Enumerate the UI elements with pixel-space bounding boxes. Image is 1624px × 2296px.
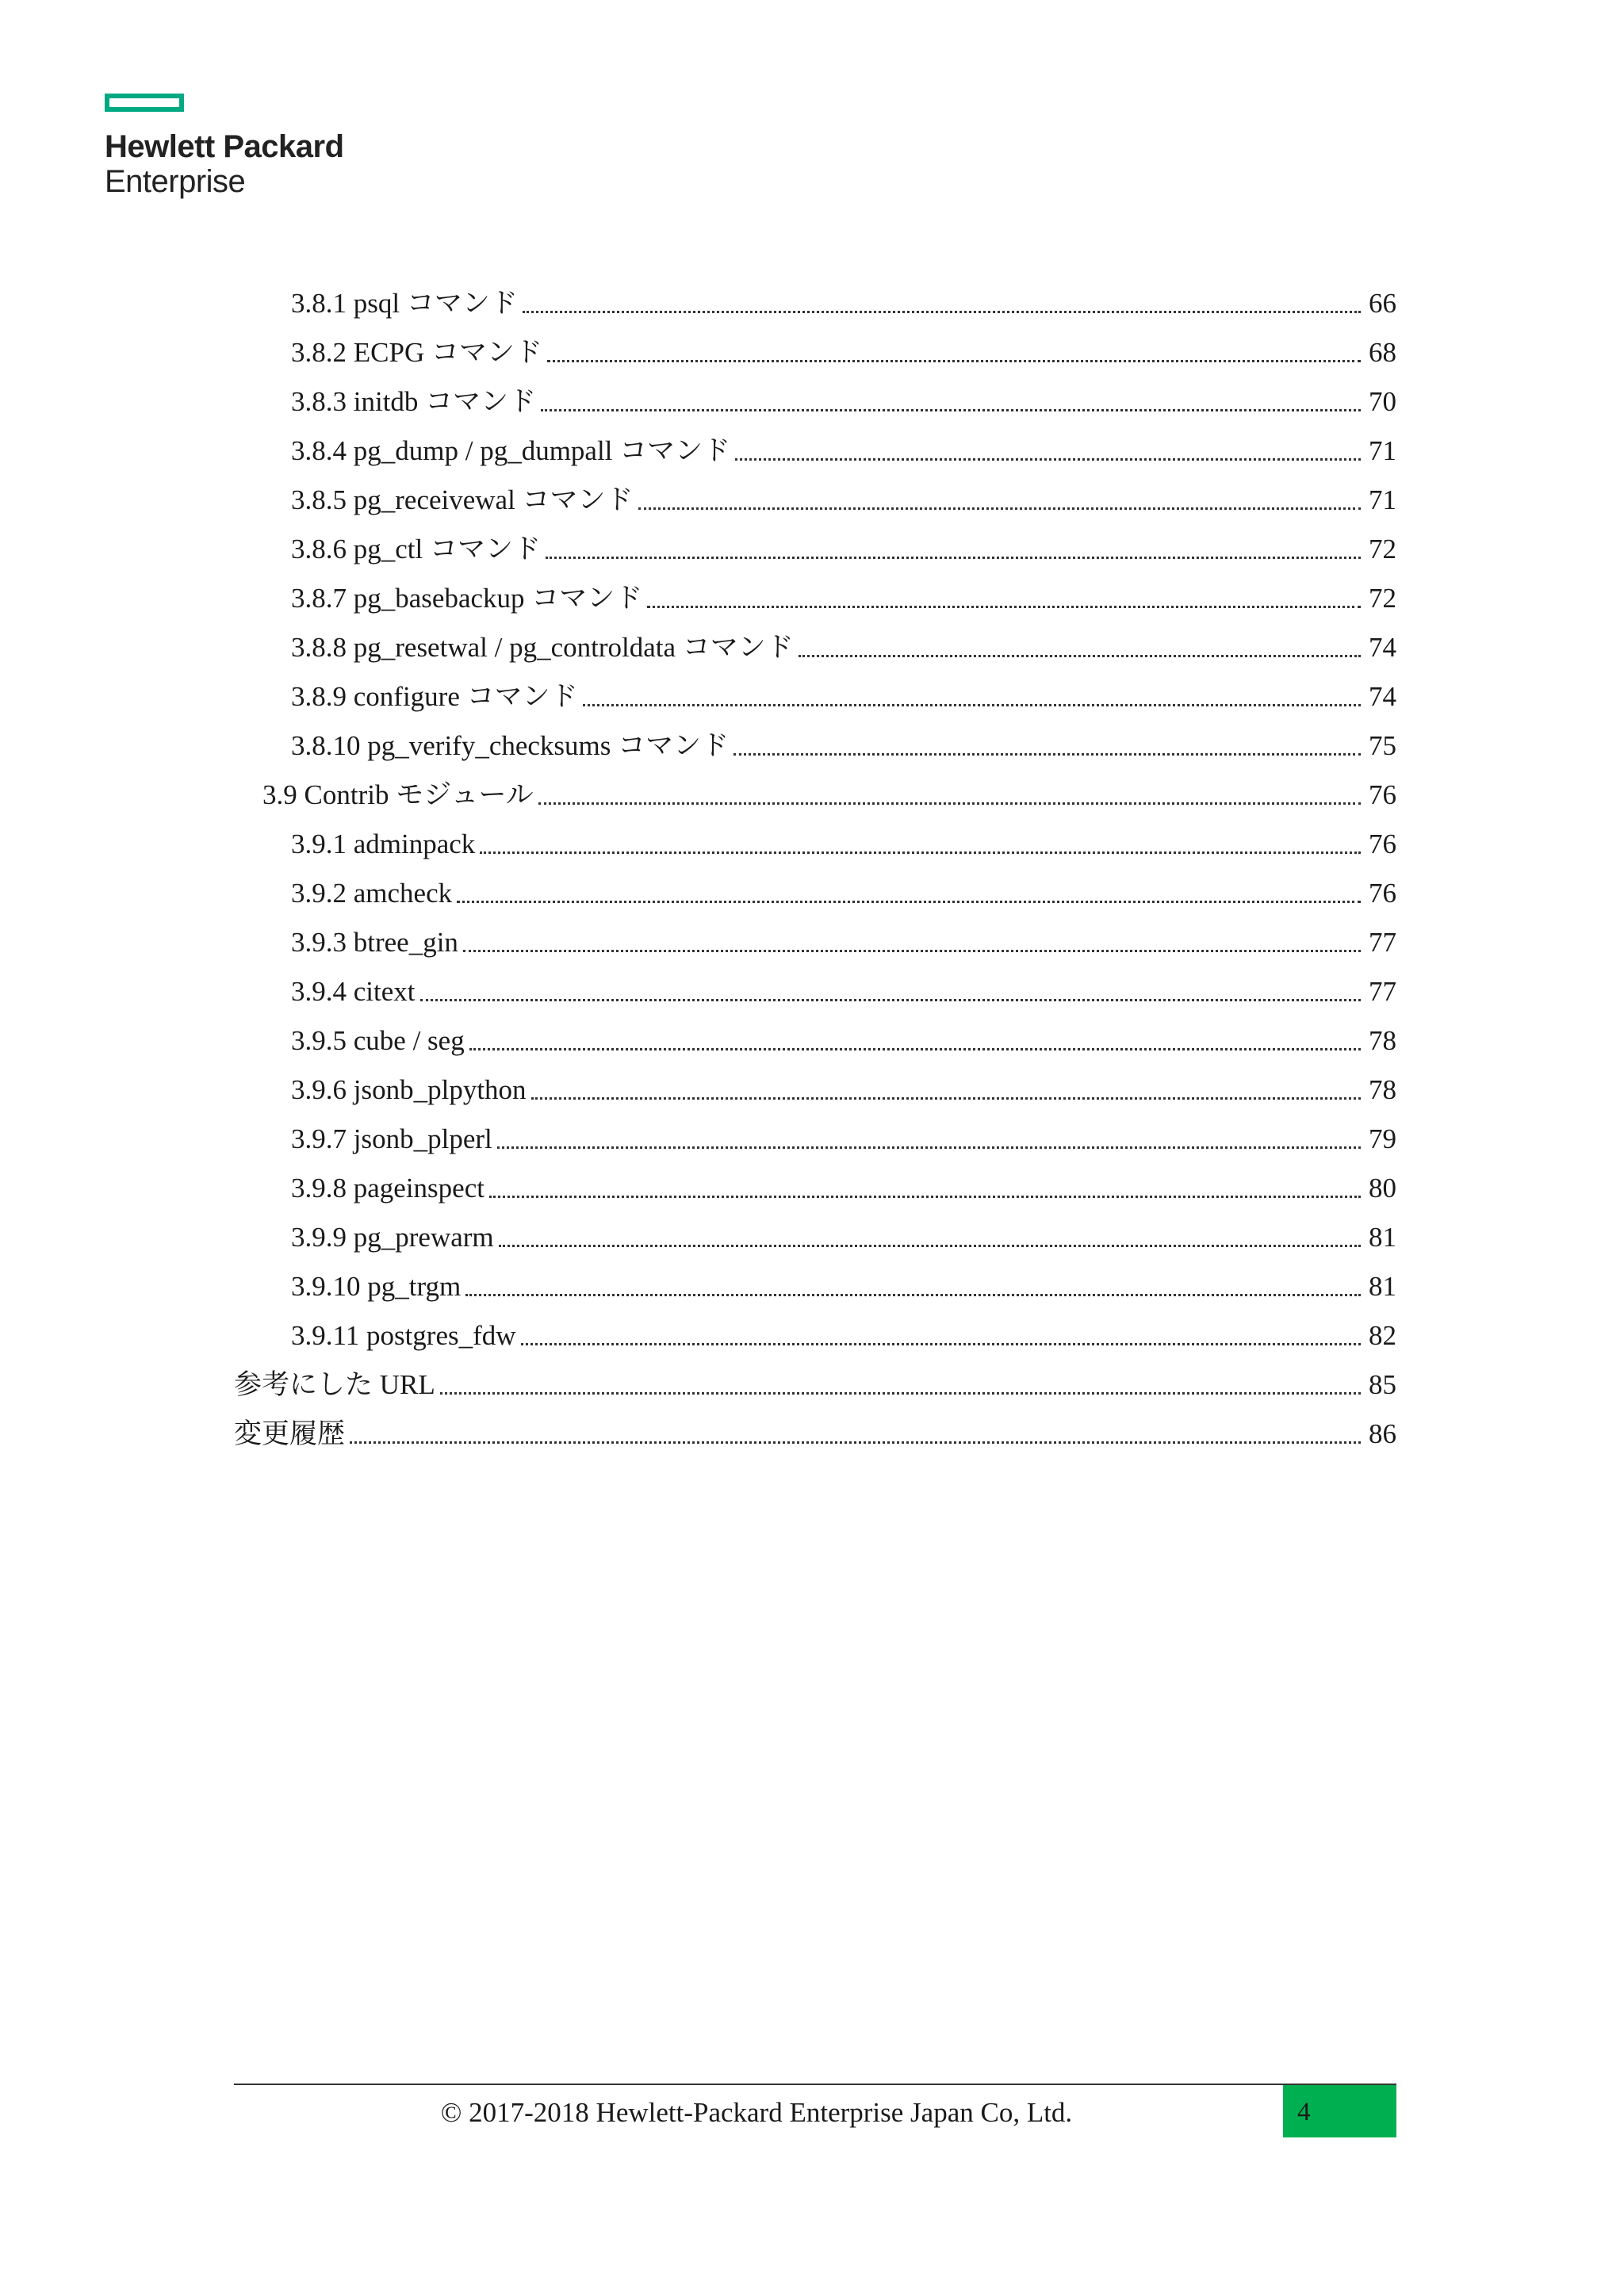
toc-leader-dots — [463, 950, 1361, 952]
toc-leader-dots — [638, 507, 1361, 510]
toc-leader-dots — [489, 1196, 1361, 1198]
toc-leader-dots — [480, 851, 1361, 854]
toc-entry-page: 70 — [1369, 386, 1396, 417]
toc-entry-title: 3.9.2 amcheck — [291, 878, 453, 909]
toc-entry[interactable] — [291, 476, 1396, 525]
toc-entry[interactable] — [291, 1016, 1396, 1066]
toc-leader-dots — [457, 901, 1361, 903]
toc-leader-dots — [735, 458, 1361, 461]
toc-entry-title: 3.8.7 pg_basebackup コマンド — [291, 583, 643, 614]
toc-entry-title: 3.8.10 pg_verify_checksums コマンド — [291, 730, 730, 761]
toc-entry-title: 参考にした URL — [234, 1369, 435, 1400]
toc-entry-page: 81 — [1369, 1222, 1396, 1253]
toc-entry[interactable] — [291, 525, 1396, 574]
toc-entry[interactable] — [291, 820, 1396, 869]
toc-entry-page: 71 — [1369, 435, 1396, 466]
toc-entry-title: 3.8.1 psql コマンド — [291, 288, 518, 319]
toc-entry[interactable] — [234, 1360, 1396, 1410]
footer-divider — [234, 2084, 1396, 2085]
toc-entry[interactable] — [291, 1115, 1396, 1164]
toc-entry[interactable] — [291, 623, 1396, 672]
toc-entry-title: 3.8.8 pg_resetwal / pg_controldata コマンド — [291, 632, 794, 663]
toc-entry[interactable] — [291, 869, 1396, 918]
toc-entry[interactable] — [291, 279, 1396, 328]
toc-entry-title: 3.8.9 configure コマンド — [291, 681, 578, 712]
toc-entry[interactable] — [291, 918, 1396, 967]
toc-leader-dots — [521, 1343, 1361, 1345]
toc-entry-page: 76 — [1369, 828, 1396, 859]
toc-entry-title: 3.8.4 pg_dump / pg_dumpall コマンド — [291, 435, 731, 466]
toc-entry-page: 77 — [1369, 927, 1396, 958]
toc-leader-dots — [583, 704, 1361, 706]
toc-leader-dots — [647, 606, 1361, 608]
toc-entry-title: 3.9.7 jsonb_plperl — [291, 1123, 492, 1154]
toc-leader-dots — [465, 1294, 1361, 1296]
toc-leader-dots — [420, 999, 1362, 1001]
toc-entry-page: 76 — [1369, 779, 1396, 810]
toc-entry-title: 3.9.5 cube / seg — [291, 1025, 465, 1056]
toc-entry-title: 3.8.3 initdb コマンド — [291, 386, 537, 417]
toc-leader-dots — [547, 360, 1361, 362]
toc-entry-page: 75 — [1369, 730, 1396, 761]
toc-entry-page: 76 — [1369, 878, 1396, 909]
toc-entry-title: 3.9 Contrib モジュール — [262, 779, 534, 810]
company-logo — [105, 94, 374, 199]
toc-entry-title: 3.9.9 pg_prewarm — [291, 1222, 494, 1253]
logo-text-line1: Hewlett Packard — [105, 129, 344, 164]
toc-entry[interactable] — [291, 427, 1396, 476]
toc-entry[interactable] — [291, 721, 1396, 771]
toc-entry-title: 3.9.6 jsonb_plpython — [291, 1074, 527, 1105]
toc-entry-page: 77 — [1369, 976, 1396, 1007]
toc-leader-dots — [440, 1392, 1361, 1395]
toc-entry-page: 78 — [1369, 1074, 1396, 1105]
toc-entry-title: 3.9.1 adminpack — [291, 828, 476, 859]
toc-entry-page: 81 — [1369, 1271, 1396, 1302]
toc-entry-page: 66 — [1369, 288, 1396, 319]
toc-leader-dots — [541, 409, 1361, 411]
toc-entry-title: 3.9.11 postgres_fdw — [291, 1320, 516, 1351]
toc-leader-dots — [546, 557, 1361, 559]
page-number-badge — [1283, 2085, 1396, 2137]
toc-entry-page: 68 — [1369, 337, 1396, 368]
toc-leader-dots — [799, 655, 1361, 657]
toc-entry-page: 79 — [1369, 1123, 1396, 1154]
toc-entry-page: 82 — [1369, 1320, 1396, 1351]
toc-entry-page: 74 — [1369, 681, 1396, 712]
toc-entry-page: 72 — [1369, 583, 1396, 614]
toc-entry[interactable] — [291, 328, 1396, 377]
toc-entry-title: 3.8.6 pg_ctl コマンド — [291, 534, 541, 564]
toc-entry-page: 85 — [1369, 1369, 1396, 1400]
toc-entry[interactable] — [262, 771, 1396, 820]
toc-entry[interactable] — [291, 1311, 1396, 1360]
logo-text-line2: Enterprise — [105, 164, 246, 199]
toc-entry-page: 74 — [1369, 632, 1396, 663]
toc-entry[interactable] — [291, 574, 1396, 623]
toc-leader-dots — [497, 1146, 1361, 1149]
toc-entry-page: 72 — [1369, 534, 1396, 564]
toc-entry-title: 3.8.5 pg_receivewal コマンド — [291, 484, 634, 515]
toc-leader-dots — [523, 311, 1361, 313]
toc-entry[interactable] — [291, 672, 1396, 721]
page-number: 4 — [1297, 2098, 1311, 2126]
toc-entry-page: 86 — [1369, 1418, 1396, 1449]
toc-leader-dots — [469, 1048, 1361, 1050]
toc-entry[interactable] — [291, 1164, 1396, 1213]
toc-entry-title: 3.8.2 ECPG コマンド — [291, 337, 542, 368]
toc-entry-page: 71 — [1369, 484, 1396, 515]
toc-entry-title: 3.9.8 pageinspect — [291, 1173, 485, 1203]
toc-entry-title: 3.9.10 pg_trgm — [291, 1271, 462, 1302]
toc-entry[interactable] — [291, 1213, 1396, 1262]
toc-leader-dots — [538, 802, 1361, 805]
toc-leader-dots — [350, 1441, 1361, 1444]
toc-entry[interactable] — [291, 1262, 1396, 1311]
toc-leader-dots — [531, 1097, 1361, 1100]
toc-leader-dots — [499, 1245, 1361, 1247]
toc-entry[interactable] — [234, 1410, 1396, 1459]
toc-entry-title: 3.9.3 btree_gin — [291, 927, 458, 958]
toc-leader-dots — [733, 753, 1361, 756]
toc-entry[interactable] — [291, 377, 1396, 427]
toc-entry[interactable] — [291, 1066, 1396, 1115]
logo-bar-icon — [105, 94, 184, 112]
toc-entry-title: 3.9.4 citext — [291, 976, 416, 1007]
toc-entry-page: 80 — [1369, 1173, 1396, 1203]
toc-entry[interactable] — [291, 967, 1396, 1016]
toc-entry-page: 78 — [1369, 1025, 1396, 1056]
footer-copyright: © 2017-2018 Hewlett-Packard Enterprise Japan Co, Ltd. — [440, 2097, 1073, 2128]
toc-entry-title: 変更履歴 — [234, 1418, 346, 1449]
